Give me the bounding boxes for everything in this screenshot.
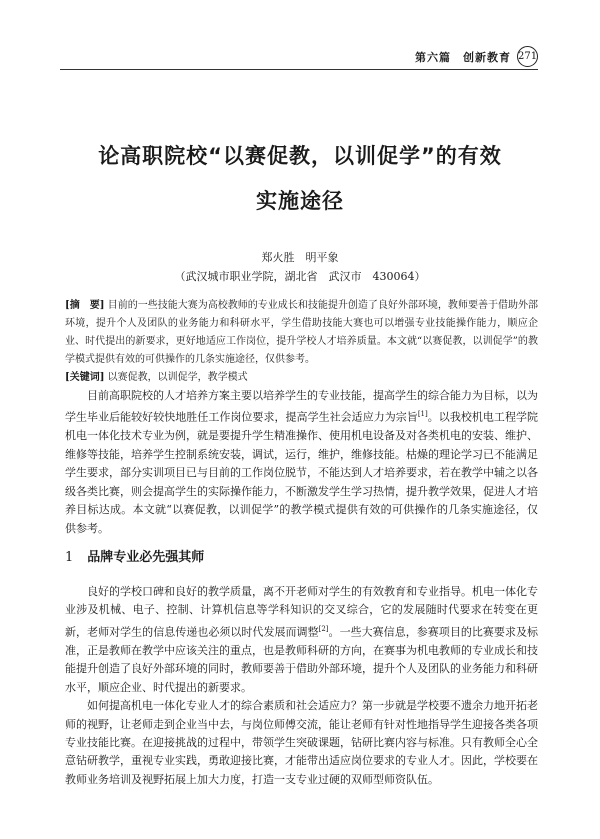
para1-text-a: 良好的学校口碑和良好的教学质量，离不开老师对学生的有效教育和专业指导。机电一体化专业涉及机械、电子、控制、计算机信息等学科知识的交叉综合，它的发展随时代要求在转变在更新，老师对学生的信息传递也必须以时代发展而调整: [65, 585, 538, 639]
title-line-1: 论高职院校“以赛促教，以训促学”的有效: [98, 144, 502, 168]
paper-title: [60, 134, 540, 224]
running-head: [415, 46, 538, 67]
section-1-paragraph-1: [65, 583, 538, 697]
section-header: 第六篇 创新教育: [415, 50, 511, 64]
citation-2: [2]: [318, 624, 329, 633]
intro-text-a: 目前高职院校的人才培养方案主要以培养学生的专业技能，提高学生的综合能力为目标，以为学生毕业后能较好较快地胜任工作岗位要求，提高学生社会适应力为宗旨: [65, 389, 538, 425]
abstract: [65, 297, 538, 369]
intro-text-b: 。以我校机电工程学院机电一体化技术专业为例，就是要提升学生精准操作、使用机电设备及对各类机电的安装、维护、维修等技能，培养学生控制系统安装，调试，运行，维护，维修技能。枯燥的理论学习已不能满足学生要求，部分实训项目已与目前的工作岗位脱节，不能达到人才培养要求，若在教学中辅之以各级各类比赛，则会提高学生的实际操作能力，不断激发学生学习热情，提升教学效果，促进人才培养目标达成。本文就“以赛促教，以训促学”的教学模式提供有效的可供操作的几条实施途径，仅供参考。: [65, 411, 539, 535]
section-1-body: [65, 583, 538, 789]
para1-text-b: 。一些大赛信息，参赛项目的比赛要求及标准，正是教师在教学中应该关注的重点，也是教师科研的方向，在赛事为机电教师的专业成长和技能提升创造了良好外部环境的同时，教师要善于借助外部环境，提升个人及团队的业务能力和科研水平，顺应企业、时代提出的新要求。: [65, 625, 539, 694]
header-rule: [60, 69, 538, 70]
section-title: 品牌专业必先强其师: [87, 550, 205, 565]
intro-block: [65, 387, 538, 538]
authors: 郑火胜 明平象: [261, 251, 339, 264]
keywords-label: [关键词]: [65, 372, 105, 383]
page-number: 271: [517, 46, 538, 67]
keywords: [65, 369, 538, 387]
section-1-heading: [65, 546, 204, 565]
affiliation: （武汉城市职业学院，湖北省 武汉市 430064）: [174, 270, 426, 283]
section-number: 1: [65, 550, 74, 565]
abstract-label: [摘 要]: [65, 300, 105, 311]
section-1-paragraph-2: 如何提高机电一体化专业人才的综合素质和社会适应力？第一步就是学校要不遗余力地开拓老师的视野，让老师走到企业当中去，与岗位师傅交流，能让老师有针对性地指导学生迎接各类各项专业技能比赛。在迎接挑战的过程中，带领学生突破课题，钻研比赛内容与标准。只有教师全心全意钻研教学，重视专业实践，勇敢迎接比赛，才能带出适应岗位要求的专业人才。因此，学校要在教师业务培训及视野拓展上加大力度，打造一支专业过硬的双师型师资队伍。: [65, 699, 538, 786]
intro-paragraph: [65, 387, 538, 538]
abstract-text: 目前的一些技能大赛为高校教师的专业成长和技能提升创造了良好外部环境，教师要善于借助外部环境，提升个人及团队的业务能力和科研水平，学生借助技能大赛也可以增强专业技能操作能力，顺应企业、时代提出的新要求，更好地适应工作岗位，提升学校人才培养质量。本文就“以赛促教，以训促学”的教学模式提供有效的可供操作的几条实施途径，仅供参考。: [65, 300, 538, 365]
title-line-2: 实施途径: [256, 189, 344, 213]
citation-1: [1]: [417, 410, 428, 419]
keywords-text: 以赛促教，以训促学，教学模式: [107, 372, 248, 383]
abstract-block: [65, 297, 538, 387]
